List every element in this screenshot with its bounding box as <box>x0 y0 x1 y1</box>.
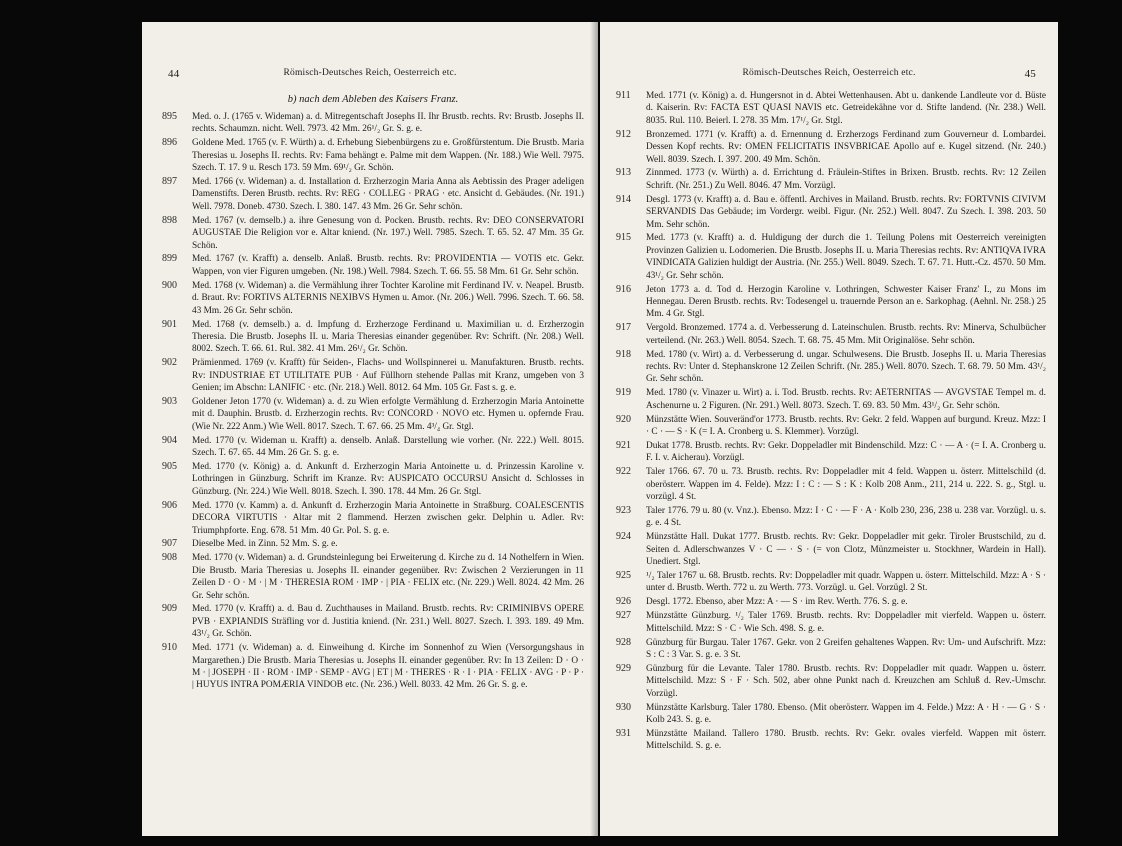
left-page-number: 44 <box>168 68 180 80</box>
entry-number: 906 <box>162 499 177 511</box>
catalog-entry <box>162 319 584 356</box>
entry-number: 896 <box>162 137 177 149</box>
catalog-entry <box>162 280 584 317</box>
catalog-entry <box>616 596 1046 608</box>
entry-number: 927 <box>616 610 631 622</box>
catalog-entry <box>616 232 1046 282</box>
catalog-entry <box>162 396 584 433</box>
catalog-entry <box>162 111 584 136</box>
entry-text: Med. 1768 (v. Wideman) a. die Vermählung ihrer Tochter Karoline mit Ferdinand IV. v. Neapel. Brustb. d. Braut. Rv: FORTIVS ALTERNIS NEXIBVS Hymen u. Amor. (Nr. 206.) Well. 7996. Szech. T. 66. 58. 43 Mm. 26 Gr. Sehr schön. <box>192 280 584 316</box>
entry-text: Zinnmed. 1773 (v. Würth) a. d. Errichtung d. Fräulein-Stiftes in Brixen. Brustb. rechts. Rv: 12 Zeilen Schrift. (Nr. 251.) Zu Well. 8046. 47 Mm. Vorzügl. <box>646 168 1046 191</box>
catalog-entry <box>162 538 584 550</box>
catalog-entry <box>616 440 1046 465</box>
entry-text: Münzstätte Wien. Souveränd'or 1773. Brustb. rechts. Rv: Gekr. 2 feld. Wappen auf burgund. Kreuz. Mzz: I · C · — S · K (= I. A. Cronberg u. S. Klemmer). Vorzügl. <box>646 414 1046 438</box>
catalog-entry <box>616 284 1046 321</box>
entry-number: 905 <box>162 460 177 472</box>
catalog-entry <box>162 176 584 213</box>
catalog-entry <box>162 461 584 498</box>
entry-text: Med. 1780 (v. Wirt) a. d. Verbesserung d. ungar. Schulwesens. Die Brustb. Josephs II. u. Maria Theresias rechts. Rv: Unter d. Stephanskrone 12 Zeilen Schrift. (Nr. 285.) Well. 8070. Szech. T. 68. 79. 50 Mm. 43¹/₂ Gr. Sehr schön. <box>646 349 1046 385</box>
entry-number: 899 <box>162 253 177 265</box>
left-entries <box>162 111 584 692</box>
entry-text: ¹/₂ Taler 1767 u. 68. Brustb. rechts. Rv: Doppeladler mit quadr. Wappen u. österr. Mittelschild. Mzz: A · S · unter d. Brustb. Werth. 772 u. zu Werth. 773. Vorzügl. u. Gel. Vorzügl. 2 St. <box>646 571 1046 594</box>
catalog-entry <box>162 603 584 640</box>
entry-number: 908 <box>162 552 177 564</box>
entry-number: 903 <box>162 395 177 407</box>
catalog-entry <box>616 663 1046 700</box>
entry-number: 900 <box>162 279 177 291</box>
catalog-entry <box>616 570 1046 595</box>
entry-text: Bronzemed. 1771 (v. Krafft) a. d. Ernennung d. Erzherzogs Ferdinand zum Gouverneur d. Lombardei. Dessen Kopf rechts. Rv: OMEN FELICITATIS INSVBRICAE Apollo auf e. Kugel sitzend. (Nr. 240.) Well. 8039. Szech. I. 397. 200. 49 Mm. Schön. <box>646 129 1046 165</box>
entry-number: 924 <box>616 531 631 543</box>
entry-text: Dieselbe Med. in Zinn. 52 Mm. S. g. e. <box>192 539 338 550</box>
entry-text: Desgl. 1773 (v. Krafft) a. d. Bau e. öffentl. Archives in Mailand. Brustb. rechts. Rv: FORTVNIS CIVIVM SERVANDIS Das Gebäude; im Vordergr. weibl. Figur. (Nr. 252.) Well. 8047. Zu Szech. I. 398. 203. 50 Mm. Sehr schön. <box>646 194 1046 230</box>
catalog-entry <box>616 610 1046 635</box>
entry-number: 909 <box>162 603 177 615</box>
entry-number: 917 <box>616 322 631 334</box>
catalog-entry <box>616 531 1046 568</box>
entry-text: Goldene Med. 1765 (v. F. Würth) a. d. Erhebung Siebenbürgens zu e. Großfürstentum. Die Brustb. Maria Theresias u. Josephs II. rechts. Rv: Fama behängt e. Palme mit dem Wappen. (Nr. 188.) Wie Well. 7975. Szech. T. 17. 9 u. Resch 173. 59 Mm. 69¹/₂ Gr. Schön. <box>192 138 584 174</box>
catalog-entry <box>616 637 1046 662</box>
entry-number: 915 <box>616 232 631 244</box>
catalog-entry <box>162 500 584 537</box>
entry-text: Dukat 1778. Brustb. rechts. Rv: Gekr. Doppeladler mit Bindenschild. Mzz: C · — A · (= I. A. Cronberg u. F. I. v. Aicherau). Vorzügl. <box>646 440 1046 464</box>
entry-number: 904 <box>162 434 177 446</box>
catalog-entry <box>162 642 584 692</box>
left-running-title: Römisch-Deutsches Reich, Oesterreich etc. <box>283 68 457 78</box>
entry-number: 912 <box>616 128 631 140</box>
right-page <box>600 22 1058 836</box>
entry-number: 919 <box>616 387 631 399</box>
catalog-entry <box>616 414 1046 439</box>
entry-text: Med. 1770 (v. Wideman u. Krafft) a. denselb. Anlaß. Darstellung wie vorher. (Nr. 222.) Well. 8015. Szech. T. 67. 65. 44 Mm. 26 Gr. S. g. e. <box>192 435 584 459</box>
entry-text: Med. 1771 (v. König) a. d. Hungersnot in d. Abtei Wettenhausen. Abt u. dankende Landleute vor d. Büste d. Kaiserin. Rv: FACTA EST QUASI NAVIS etc. Getreidekähne vor d. Stifte landend. (Nr. 238.) Well. 8035. Rul. 110. Beierl. I. 278. 35 Mm. 17¹/₂ Gr. Stgl. <box>646 91 1046 126</box>
entry-number: 925 <box>616 570 631 582</box>
entry-number: 911 <box>616 90 631 101</box>
entry-text: Med. 1770 (v. Wideman) a. d. Grundsteinlegung bei Erweiterung d. Kirche zu d. 14 Nothelfern in Wien. Die Brustb. Maria Theresias u. Josephs II. einander gegenüber. Rv: Zwischen 2 Verzierungen in 11 Zeilen D · O · M · | M · THERESIA ROM · IMP · | PIA · FELIX etc. (Nr. 229.) Well. 8024. 42 Mm. 26 Gr. Sehr schön. <box>192 553 584 601</box>
catalog-entry <box>616 466 1046 503</box>
entry-text: Med. 1771 (v. Wideman) a. d. Einweihung d. Kirche im Sonnenhof zu Wien (Versorgungshaus in Margarethen.) Die Brustb. Maria Theresias u. Josephs II. einander gegenüber. Rv: In 13 Zeilen: D · O · M · | JOSEPH · II · ROM · IMP · SEMP · AVG | ET | M · THERES · R · I · PIA · FELIX · AVG · P · P · | HUYUS INTRA POMÆRIA VINDOB etc. (Nr. 236.) Well. 8033. 42 Mm. 26 Gr. S. g. e. <box>192 643 584 691</box>
entry-text: Vergold. Bronzemed. 1774 a. d. Verbesserung d. Lateinschulen. Brustb. rechts. Rv: Minerva, Schulbücher verteilend. (Nr. 263.) Well. 8054. Szech. T. 68. 75. 45 Mm. Mit Originalöse. Sehr schön. <box>646 323 1046 346</box>
entry-text: Münzstätte Mailand. Tallero 1780. Brustb. rechts. Rv: Gekr. ovales vierfeld. Wappen mit österr. Mittelschild. S. g. e. <box>646 728 1046 752</box>
left-page <box>142 22 598 836</box>
entry-number: 910 <box>162 642 177 654</box>
catalog-entry <box>616 505 1046 530</box>
catalog-entry <box>616 129 1046 166</box>
catalog-entry <box>616 387 1046 412</box>
entry-number: 921 <box>616 439 631 451</box>
catalog-entry <box>162 357 584 394</box>
catalog-entry <box>162 435 584 460</box>
entry-text: Med. 1767 (v. Krafft) a. denselb. Anlaß. Brustb. rechts. Rv: PROVIDENTIA — VOTIS etc. Gekr. Wappen, von vier Figuren umgeben. (Nr. 198.) Well. 7984. Szech. T. 66. 55. 58 Mm. 61 Gr. Sehr schön. <box>192 254 584 277</box>
entry-text: Med. 1770 (v. Kamm) a. d. Ankunft d. Erzherzogin Maria Antoinette in Straßburg. COALESCENTIS DECORA VIRTUTIS · Altar mit 2 flammend. Herzen zwischen gekr. Delphin u. Adler. Rv: Triumphpforte. Eng. 678. 51 Mm. 40 Gr. Pol. S. g. e. <box>192 500 584 536</box>
entry-number: 929 <box>616 662 631 674</box>
catalog-entry <box>616 90 1046 127</box>
catalog-entry <box>616 702 1046 727</box>
entry-text: Med. 1767 (v. demselb.) a. ihre Genesung von d. Pocken. Brustb. rechts. Rv: DEO CONSERVATORI AUGUSTAE Die Religion vor e. Altar kniend. (Nr. 197.) Well. 7985. Szech. T. 65. 52. 47 Mm. 35 Gr. Schön. <box>192 215 584 251</box>
entry-text: Med. 1768 (v. demselb.) a. d. Impfung d. Erzherzoge Ferdinand u. Maximilian u. d. Erzherzogin Theresia. Die Brustb. Josephs II. u. Maria Theresias einander gegenüber. Rv: Schrift. (Nr. 208.) Well. 8002. Szech. T. 66. 61. Rul. 382. 41 Mm. 26¹/₂ Gr. Schön. <box>192 319 584 355</box>
catalog-entry <box>162 552 584 602</box>
right-entries <box>616 90 1046 753</box>
entry-text: Med. 1780 (v. Vinazer u. Wirt) a. i. Tod. Brustb. rechts. Rv: AETERNITAS — AVGVSTAE Tempel m. d. Aschenurne u. 2 Figuren. (Nr. 291.) Well. 8073. Szech. T. 69. 83. 50 Mm. 43¹/₂ Gr. Sehr schön. <box>646 388 1046 411</box>
entry-text: Med. 1770 (v. König) a. d. Ankunft d. Erzherzogin Maria Antoinette u. d. Prinzessin Karoline v. Lothringen in Günzburg. Schrift im Kranze. Rv: AUSPICATO OCCURSU Ansicht d. Schlosses in Günzburg. (Nr. 224.) Wie Well. 8018. Szech. I. 390. 178. 44 Mm. 26 Gr. Stgl. <box>192 461 584 497</box>
entry-text: Taler 1776. 79 u. 80 (v. Vnz.). Ebenso. Mzz: I · C · — F · A · Kolb 230, 236, 238 u. 238 var. Vorzügl. u. s. g. e. 4 St. <box>646 506 1046 529</box>
catalog-entry <box>616 349 1046 386</box>
entry-number: 895 <box>162 111 177 122</box>
entry-number: 897 <box>162 176 177 188</box>
entry-number: 901 <box>162 318 177 330</box>
entry-text: Med. 1766 (v. Wideman) a. d. Installation d. Erzherzogin Maria Anna als Aebtissin des Prager adeligen Damenstifts. Deren Brustb. rechts. Rv: REG · COLLEG · PRAG · etc. Ansicht d. Gebäudes. (Nr. 191.) Well. 7978. Doneb. 4730. Szech. I. 380. 147. 43 Mm. 26 Gr. Sehr schön. <box>192 177 584 212</box>
catalog-entry <box>162 253 584 278</box>
right-running-title: Römisch-Deutsches Reich, Oesterreich etc. <box>742 68 916 78</box>
entry-text: Prämienmed. 1769 (v. Krafft) für Seiden-, Flachs- und Wollspinnerei u. Manufakturen. Brustb. rechts. Rv: INDUSTRIAE ET UTILITATE PUB · Auf Füllhorn stehende Pallas mit Kranz, umgeben von 3 Genien; im Abschn: LANIFIC · etc. (Nr. 218.) Well. 8012. 64 Mm. 105 Gr. Fast s. g. e. <box>192 358 584 394</box>
entry-text: Desgl. 1772. Ebenso, aber Mzz: A · — S · im Rev. Werth. 776. S. g. e. <box>646 597 908 608</box>
entry-number: 907 <box>162 538 177 550</box>
entry-text: Med. 1770 (v. Krafft) a. d. Bau d. Zuchthauses in Mailand. Brustb. rechts. Rv: CRIMINIBVS OPERE PVB · EXPIANDIS Sträfling vor d. Justitia kniend. (Nr. 231.) Well. 8027. Szech. I. 393. 189. 49 Mm. 43¹/₂ Gr. Schön. <box>192 604 584 640</box>
entry-number: 926 <box>616 596 631 608</box>
entry-number: 902 <box>162 357 177 369</box>
right-page-number: 45 <box>1024 68 1036 80</box>
entry-number: 916 <box>616 283 631 295</box>
entry-text: Med. 1773 (v. Krafft) a. d. Huldigung der durch die 1. Teilung Polens mit Oesterreich vereinigten Provinzen Galizien u. Lodomerien. Die Brustb. Josephs II. u. Maria Theresias rechts. Rv: ANTIQVA IVRA VINDICATA Galizien huldigt der Austria. (Nr. 255.) Well. 8049. Szech. T. 67. 71. Hutt.-Cz. 4570. 50 Mm. 43¹/₂ Gr. Sehr schön. <box>646 233 1046 281</box>
entry-number: 923 <box>616 505 631 516</box>
entry-text: Taler 1766. 67. 70 u. 73. Brustb. rechts. Rv: Doppeladler mit 4 feld. Wappen u. österr. Mittelschild (d. oberösterr. Wappen im 4. Felde). Mzz: I : C : — S : K : Kolb 208 Anm., 211, 214 u. 222. S. g., Stgl. u. vorzügl. 4 St. <box>646 467 1046 503</box>
catalog-entry <box>616 322 1046 347</box>
catalog-entry <box>162 215 584 252</box>
entry-number: 918 <box>616 348 631 360</box>
entry-text: Günzburg für Burgau. Taler 1767. Gekr. von 2 Greifen gehaltenes Wappen. Rv: Um- und Aufschrift. Mzz: S : C : 3 Var. S. g. e. 3 St. <box>646 637 1046 660</box>
entry-number: 930 <box>616 701 631 713</box>
catalog-entry <box>616 728 1046 753</box>
entry-text: Münzstätte Karlsburg. Taler 1780. Ebenso. (Mit oberösterr. Wappen im 4. Felde.) Mzz: A · H · — G · S · Kolb 243. S. g. e. <box>646 702 1046 725</box>
entry-text: Goldener Jeton 1770 (v. Wideman) a. d. zu Wien erfolgte Vermählung d. Erzherzogin Maria Antoinette mit d. Dauphin. Brustb. d. Erzherzogin rechts. Rv: CONCORD · NOVO etc. Hymen u. opfernde Frau. (Wie Nr. 222 Anm.) Wie Well. 8017. Szech. T. 67. 66. 25 Mm. 4³/₄ Gr. Stgl. <box>192 396 584 432</box>
entry-text: Günzburg für die Levante. Taler 1780. Brustb. rechts. Rv: Doppeladler mit quadr. Wappen u. österr. Mittelschild. Mzz: S · F · Sch. 502, aber ohne Punkt nach d. Kreuzchen am Schluß d. Rev.-Umschr. Vorzügl. <box>646 663 1046 699</box>
catalog-entry <box>616 167 1046 192</box>
entry-number: 928 <box>616 636 631 648</box>
entry-text: Münzstätte Hall. Dukat 1777. Brustb. rechts. Rv: Gekr. Doppeladler mit gekr. Tiroler Brustschild, zu d. Seiten d. Adlerschwanzes V · C — · S · (= von Clotz, Münzmeister u. Stockhner, Wardein in Hall). Unediert. Stgl. <box>646 532 1046 568</box>
entry-text: Med. o. J. (1765 v. Wideman) a. d. Mitregentschaft Josephs II. Ihr Brustb. rechts. Rv: Brustb. Josephs II. rechts. Schaumzn. nicht. Well. 7973. 42 Mm. 26¹/₂ Gr. S. g. e. <box>192 112 584 135</box>
section-heading: b) nach dem Ableben des Kaisers Franz. <box>287 94 459 105</box>
entry-number: 913 <box>616 167 631 179</box>
entry-number: 920 <box>616 413 631 425</box>
entry-text: Münzstätte Günzburg. ¹/₂ Taler 1769. Brustb. rechts. Rv: Doppeladler mit vierfeld. Wappen u. österr. Mittelschild. Mzz: S · C · Wie Sch. 498. S. g. e. <box>646 611 1046 634</box>
entry-number: 922 <box>616 466 631 478</box>
catalog-entry <box>616 194 1046 231</box>
entry-number: 898 <box>162 214 177 226</box>
catalog-entry <box>162 137 584 174</box>
entry-number: 914 <box>616 193 631 205</box>
entry-number: 931 <box>616 727 631 739</box>
entry-text: Jeton 1773 a. d. Tod d. Herzogin Karoline v. Lothringen, Schwester Kaiser Franz' I., zu Mons im Hennegau. Deren Brustb. rechts. Rv: Todesengel u. trauernde Person an e. Sarkophag. (Aehnl. Nr. 258.) 25 Mm. 4 Gr. Stgl. <box>646 284 1046 320</box>
